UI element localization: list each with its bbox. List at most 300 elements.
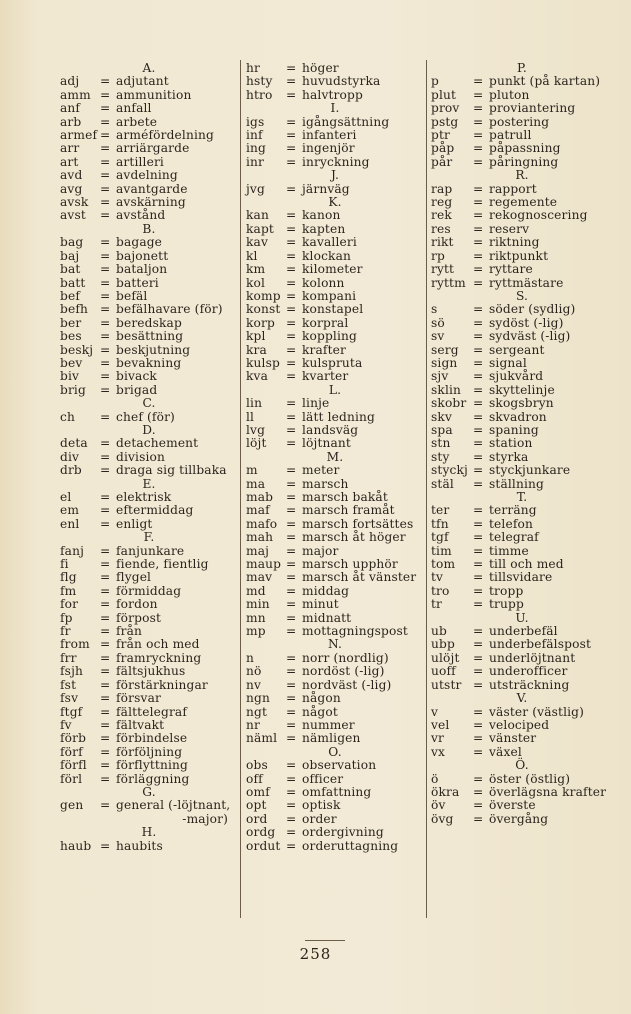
expansion: enligt — [116, 516, 153, 531]
abbreviation: kpl — [246, 329, 266, 344]
abbreviation: res — [431, 221, 451, 236]
equals-sign: = — [473, 114, 484, 129]
abbreviation-entry — [246, 692, 424, 705]
abbreviation: sjv — [431, 369, 449, 384]
equals-sign: = — [286, 248, 297, 263]
equals-sign: = — [286, 74, 297, 89]
abbreviation-entry — [431, 531, 613, 544]
expansion: artilleri — [116, 154, 164, 169]
expansion: växel — [489, 744, 522, 759]
equals-sign: = — [473, 557, 484, 572]
abbreviation-entry — [431, 102, 613, 115]
expansion: spaning — [489, 422, 539, 437]
abbreviation: utstr — [431, 677, 462, 692]
abbreviation-entry — [431, 545, 613, 558]
abbreviation: ökra — [431, 784, 460, 799]
abbreviation-entry — [246, 706, 424, 719]
expansion: infanteri — [302, 128, 357, 143]
equals-sign: = — [473, 677, 484, 692]
expansion: order — [302, 811, 337, 826]
abbreviation-entry — [60, 330, 238, 343]
abbreviation-entry — [246, 773, 424, 786]
abbreviation: kan — [246, 208, 269, 223]
equals-sign: = — [100, 610, 111, 625]
expansion: rekognoscering — [489, 208, 588, 223]
equals-sign: = — [286, 798, 297, 813]
equals-sign: = — [100, 490, 111, 504]
equals-sign: = — [100, 369, 111, 384]
abbreviation-entry — [60, 236, 238, 249]
expansion: kolonn — [302, 275, 345, 290]
abbreviation: inr — [246, 154, 265, 169]
expansion: sydöst (-lig) — [489, 315, 564, 330]
expansion: minut — [302, 597, 339, 612]
abbreviation: sty — [431, 449, 450, 464]
abbreviation-entry — [431, 732, 613, 745]
abbreviation-entry — [246, 290, 424, 303]
equals-sign: = — [286, 503, 297, 518]
expansion: fiende, fientlig — [116, 557, 209, 572]
abbreviation-entry — [60, 263, 238, 276]
expansion: igångsättning — [302, 114, 390, 129]
equals-sign: = — [473, 784, 484, 799]
section-heading: D. — [142, 422, 156, 437]
expansion: reserv — [489, 221, 530, 236]
equals-sign: = — [100, 624, 111, 639]
abbreviation-entry — [431, 303, 613, 316]
equals-sign: = — [286, 771, 297, 786]
abbreviation-entry — [431, 518, 613, 531]
abbreviation: skobr — [431, 396, 467, 411]
abbreviation: kra — [246, 342, 267, 357]
entry-continuation: -major) — [182, 811, 228, 826]
equals-sign: = — [100, 583, 111, 598]
abbreviation: amm — [60, 87, 91, 102]
abbreviation: p — [431, 74, 439, 89]
equals-sign: = — [473, 154, 484, 169]
abbreviation: tgf — [431, 530, 449, 545]
equals-sign: = — [286, 664, 297, 679]
abbreviation-entry — [431, 411, 613, 424]
expansion: arméfördelning — [116, 128, 214, 143]
abbreviation: öv — [431, 798, 446, 813]
abbreviation: htro — [246, 87, 273, 102]
abbreviation: deta — [60, 436, 88, 451]
abbreviation: sv — [431, 329, 445, 344]
equals-sign: = — [286, 87, 297, 102]
abbreviation: arr — [60, 141, 80, 156]
abbreviation-entry — [246, 799, 424, 812]
abbreviation: ch — [60, 409, 75, 424]
abbreviation: lin — [246, 396, 263, 411]
expansion: middag — [302, 583, 350, 598]
abbreviation-entry — [60, 451, 238, 464]
expansion: marsch fortsättes — [302, 516, 414, 531]
expansion: öster (östlig) — [489, 771, 571, 786]
expansion: ryttmästare — [489, 275, 564, 290]
abbreviation: beskj — [60, 342, 94, 357]
abbreviation: sklin — [431, 382, 462, 397]
equals-sign: = — [286, 825, 297, 840]
equals-sign: = — [473, 516, 484, 531]
abbreviation-entry — [60, 585, 238, 598]
abbreviation-entry — [246, 89, 424, 102]
expansion: trupp — [489, 597, 524, 612]
abbreviation-entry — [60, 384, 238, 397]
abbreviation: förl — [60, 771, 83, 786]
abbreviation-entry — [431, 437, 613, 450]
abbreviation: mn — [246, 610, 266, 625]
equals-sign: = — [100, 288, 111, 303]
equals-sign: = — [100, 543, 111, 558]
abbreviation: påp — [431, 141, 455, 156]
equals-sign: = — [473, 583, 484, 598]
section-heading: S. — [515, 288, 529, 303]
expansion: påpassning — [489, 141, 561, 156]
abbreviation-entry — [431, 384, 613, 397]
abbreviation-entry — [60, 652, 238, 665]
abbreviation: maj — [246, 543, 270, 558]
expansion: anfall — [116, 101, 152, 116]
abbreviation-entry — [431, 719, 613, 732]
equals-sign: = — [286, 543, 297, 558]
section-heading: C. — [142, 396, 156, 411]
abbreviation: nö — [246, 664, 262, 679]
equals-sign: = — [100, 436, 111, 451]
expansion: förpost — [116, 610, 162, 625]
abbreviation: rp — [431, 248, 445, 263]
abbreviation: skv — [431, 409, 452, 424]
equals-sign: = — [286, 717, 297, 732]
expansion: klockan — [302, 248, 351, 263]
abbreviation: ngn — [246, 691, 270, 706]
abbreviation: kulsp — [246, 355, 280, 370]
equals-sign: = — [473, 195, 484, 210]
equals-sign: = — [100, 717, 111, 732]
expansion: höger — [302, 61, 339, 75]
expansion: chef (för) — [116, 409, 175, 424]
abbreviation: jvg — [246, 181, 265, 196]
abbreviation-entry — [246, 585, 424, 598]
equals-sign: = — [473, 597, 484, 612]
expansion: elektrisk — [116, 490, 172, 504]
abbreviation: tim — [431, 543, 452, 558]
abbreviation: tv — [431, 570, 444, 585]
expansion: avantgarde — [116, 181, 188, 196]
expansion: adjutant — [116, 74, 169, 89]
equals-sign: = — [473, 248, 484, 263]
abbreviation-entry — [60, 558, 238, 571]
abbreviation-entry — [431, 397, 613, 410]
expansion: midnatt — [302, 610, 352, 625]
abbreviation: förfl — [60, 758, 87, 773]
equals-sign: = — [473, 704, 484, 719]
equals-sign: = — [286, 409, 297, 424]
abbreviation: fp — [60, 610, 73, 625]
abbreviation-entry — [246, 183, 424, 196]
equals-sign: = — [286, 650, 297, 665]
abbreviation-entry — [246, 625, 424, 638]
abbreviation-entry — [431, 317, 613, 330]
abbreviation: lvg — [246, 422, 266, 437]
abbreviation: fr — [60, 624, 71, 639]
abbreviation: fsjh — [60, 664, 83, 679]
abbreviation-entry — [431, 786, 613, 799]
expansion: från — [116, 624, 143, 639]
column-1 — [60, 62, 238, 853]
equals-sign: = — [100, 302, 111, 317]
expansion: bajonett — [116, 248, 169, 263]
equals-sign: = — [100, 557, 111, 572]
abbreviation-entry — [246, 652, 424, 665]
expansion: telefon — [489, 516, 533, 531]
expansion: ingenjör — [302, 141, 355, 156]
section-heading: G. — [142, 784, 156, 799]
abbreviation: rek — [431, 208, 452, 223]
equals-sign: = — [100, 342, 111, 357]
abbreviation: el — [60, 490, 72, 504]
expansion: förbindelse — [116, 731, 188, 746]
abbreviation: sö — [431, 315, 445, 330]
section-heading: K. — [328, 195, 342, 210]
expansion: marsch framåt — [302, 503, 395, 518]
equals-sign: = — [100, 409, 111, 424]
abbreviation-entry — [431, 156, 613, 169]
abbreviation-entry — [431, 464, 613, 477]
equals-sign: = — [100, 664, 111, 679]
expansion: överlägsna krafter — [489, 784, 607, 799]
equals-sign: = — [286, 422, 297, 437]
equals-sign: = — [286, 315, 297, 330]
abbreviation-entry — [431, 665, 613, 678]
equals-sign: = — [473, 87, 484, 102]
equals-sign: = — [286, 141, 297, 156]
expansion: general (-löjtnant, — [116, 798, 231, 813]
expansion: draga sig tillbaka — [116, 463, 227, 478]
abbreviation-entry — [246, 370, 424, 383]
expansion: pluton — [489, 87, 530, 102]
expansion: styckjunkare — [489, 463, 571, 478]
equals-sign: = — [473, 181, 484, 196]
abbreviation-entry — [431, 706, 613, 719]
equals-sign: = — [473, 650, 484, 665]
abbreviation: tr — [431, 597, 443, 612]
abbreviation-entry — [246, 62, 424, 75]
abbreviation: nv — [246, 677, 262, 692]
equals-sign: = — [473, 731, 484, 746]
abbreviation: ordg — [246, 825, 276, 840]
abbreviation: km — [246, 262, 266, 277]
section-heading: R. — [515, 168, 529, 183]
abbreviation-entry — [60, 250, 238, 263]
abbreviation: nr — [246, 717, 260, 732]
abbreviation: ord — [246, 811, 268, 826]
expansion: väster (västlig) — [489, 704, 585, 719]
equals-sign: = — [286, 61, 297, 75]
abbreviation: pstg — [431, 114, 459, 129]
equals-sign: = — [473, 570, 484, 585]
abbreviation: avg — [60, 181, 83, 196]
abbreviation-entry — [60, 290, 238, 303]
equals-sign: = — [473, 382, 484, 397]
equals-sign: = — [100, 315, 111, 330]
expansion: ammunition — [116, 87, 192, 102]
expansion: terräng — [489, 503, 537, 518]
abbreviation: opt — [246, 798, 267, 813]
equals-sign: = — [473, 422, 484, 437]
expansion: fordon — [116, 597, 158, 612]
equals-sign: = — [473, 396, 484, 411]
equals-sign: = — [286, 811, 297, 826]
abbreviation-entry — [60, 571, 238, 584]
abbreviation: maf — [246, 503, 270, 518]
equals-sign: = — [286, 691, 297, 706]
section-heading: E. — [142, 476, 156, 491]
abbreviation: komp — [246, 288, 281, 303]
abbreviation-entry — [431, 277, 613, 290]
equals-sign: = — [473, 208, 484, 223]
abbreviation: avd — [60, 168, 83, 183]
expansion: mottagningspost — [302, 624, 408, 639]
equals-sign: = — [286, 369, 297, 384]
equals-sign: = — [473, 543, 484, 558]
abbreviation: avsk — [60, 195, 89, 210]
equals-sign: = — [286, 154, 297, 169]
equals-sign: = — [100, 798, 111, 813]
equals-sign: = — [100, 114, 111, 129]
equals-sign: = — [473, 101, 484, 116]
abbreviation: övg — [431, 811, 454, 826]
abbreviation-entry — [431, 679, 613, 692]
expansion: förmiddag — [116, 583, 182, 598]
section-heading: J. — [330, 168, 340, 183]
abbreviation: bes — [60, 329, 82, 344]
abbreviation: ubp — [431, 637, 455, 652]
abbreviation: fv — [60, 717, 72, 732]
abbreviation: tfn — [431, 516, 449, 531]
abbreviation: s — [431, 302, 438, 317]
expansion: linje — [302, 396, 330, 411]
expansion: marsch åt höger — [302, 530, 406, 545]
expansion: skvadron — [489, 409, 547, 424]
equals-sign: = — [286, 342, 297, 357]
abbreviation-entry — [246, 344, 424, 357]
expansion: styrka — [489, 449, 529, 464]
section-heading: N. — [327, 637, 343, 652]
abbreviation-entry — [246, 786, 424, 799]
abbreviation: batt — [60, 275, 86, 290]
abbreviation-entry — [431, 236, 613, 249]
column-divider — [240, 60, 241, 918]
abbreviation-entry — [246, 142, 424, 155]
section-heading: Ö. — [515, 758, 529, 773]
abbreviation: mab — [246, 490, 274, 504]
abbreviation-entry — [60, 679, 238, 692]
expansion: beskjutning — [116, 342, 191, 357]
abbreviation-entry — [246, 598, 424, 611]
abbreviation-entry — [246, 571, 424, 584]
equals-sign: = — [100, 208, 111, 223]
abbreviation: fanj — [60, 543, 85, 558]
abbreviation: ftgf — [60, 704, 83, 719]
expansion: nummer — [302, 717, 355, 732]
abbreviation: bat — [60, 262, 81, 277]
expansion: major — [302, 543, 339, 558]
abbreviation-entry — [60, 357, 238, 370]
equals-sign: = — [473, 664, 484, 679]
abbreviation-entry — [246, 732, 424, 745]
expansion: bevakning — [116, 355, 182, 370]
abbreviation-entry — [431, 625, 613, 638]
expansion: tillsvidare — [489, 570, 553, 585]
equals-sign: = — [100, 74, 111, 89]
equals-sign: = — [473, 74, 484, 89]
expansion: fälttelegraf — [116, 704, 187, 719]
abbreviation-entry — [246, 357, 424, 370]
abbreviation: em — [60, 503, 80, 518]
abbreviation-entry — [431, 196, 613, 209]
abbreviation: förf — [60, 744, 83, 759]
abbreviation: igs — [246, 114, 265, 129]
equals-sign: = — [100, 503, 111, 518]
abbreviation-entry — [246, 303, 424, 316]
abbreviation-entry — [431, 585, 613, 598]
equals-sign: = — [473, 811, 484, 826]
abbreviation: rap — [431, 181, 453, 196]
expansion: underbefälspost — [489, 637, 592, 652]
equals-sign: = — [473, 315, 484, 330]
abbreviation: enl — [60, 516, 80, 531]
abbreviation: fsv — [60, 691, 79, 706]
expansion: postering — [489, 114, 550, 129]
expansion: orderuttagning — [302, 838, 399, 853]
abbreviation: tom — [431, 557, 456, 572]
abbreviation-entry — [60, 545, 238, 558]
expansion: riktning — [489, 235, 540, 250]
abbreviation-entry — [246, 330, 424, 343]
expansion: kapten — [302, 221, 346, 236]
expansion: fältsjukhus — [116, 664, 186, 679]
abbreviation-entry — [246, 75, 424, 88]
equals-sign: = — [100, 355, 111, 370]
expansion: marsch bakåt — [302, 490, 388, 504]
expansion: skyttelinje — [489, 382, 555, 397]
expansion: sergeant — [489, 342, 545, 357]
abbreviation-entry — [60, 612, 238, 625]
abbreviation-entry — [60, 344, 238, 357]
expansion: löjtnant — [302, 436, 351, 451]
equals-sign: = — [473, 436, 484, 451]
abbreviation-entry — [431, 558, 613, 571]
abbreviation-entry — [60, 491, 238, 504]
expansion: vänster — [489, 731, 537, 746]
abbreviation: ordut — [246, 838, 281, 853]
abbreviation-entry — [60, 89, 238, 102]
equals-sign: = — [286, 329, 297, 344]
abbreviation: biv — [60, 369, 80, 384]
equals-sign: = — [286, 355, 297, 370]
abbreviation: rikt — [431, 235, 454, 250]
equals-sign: = — [286, 570, 297, 585]
equals-sign: = — [286, 838, 297, 853]
equals-sign: = — [100, 248, 111, 263]
equals-sign: = — [473, 717, 484, 732]
abbreviation: kl — [246, 248, 258, 263]
abbreviation-entry — [60, 598, 238, 611]
abbreviation: bef — [60, 288, 80, 303]
section-heading: H. — [141, 825, 157, 840]
abbreviation: haub — [60, 838, 92, 853]
